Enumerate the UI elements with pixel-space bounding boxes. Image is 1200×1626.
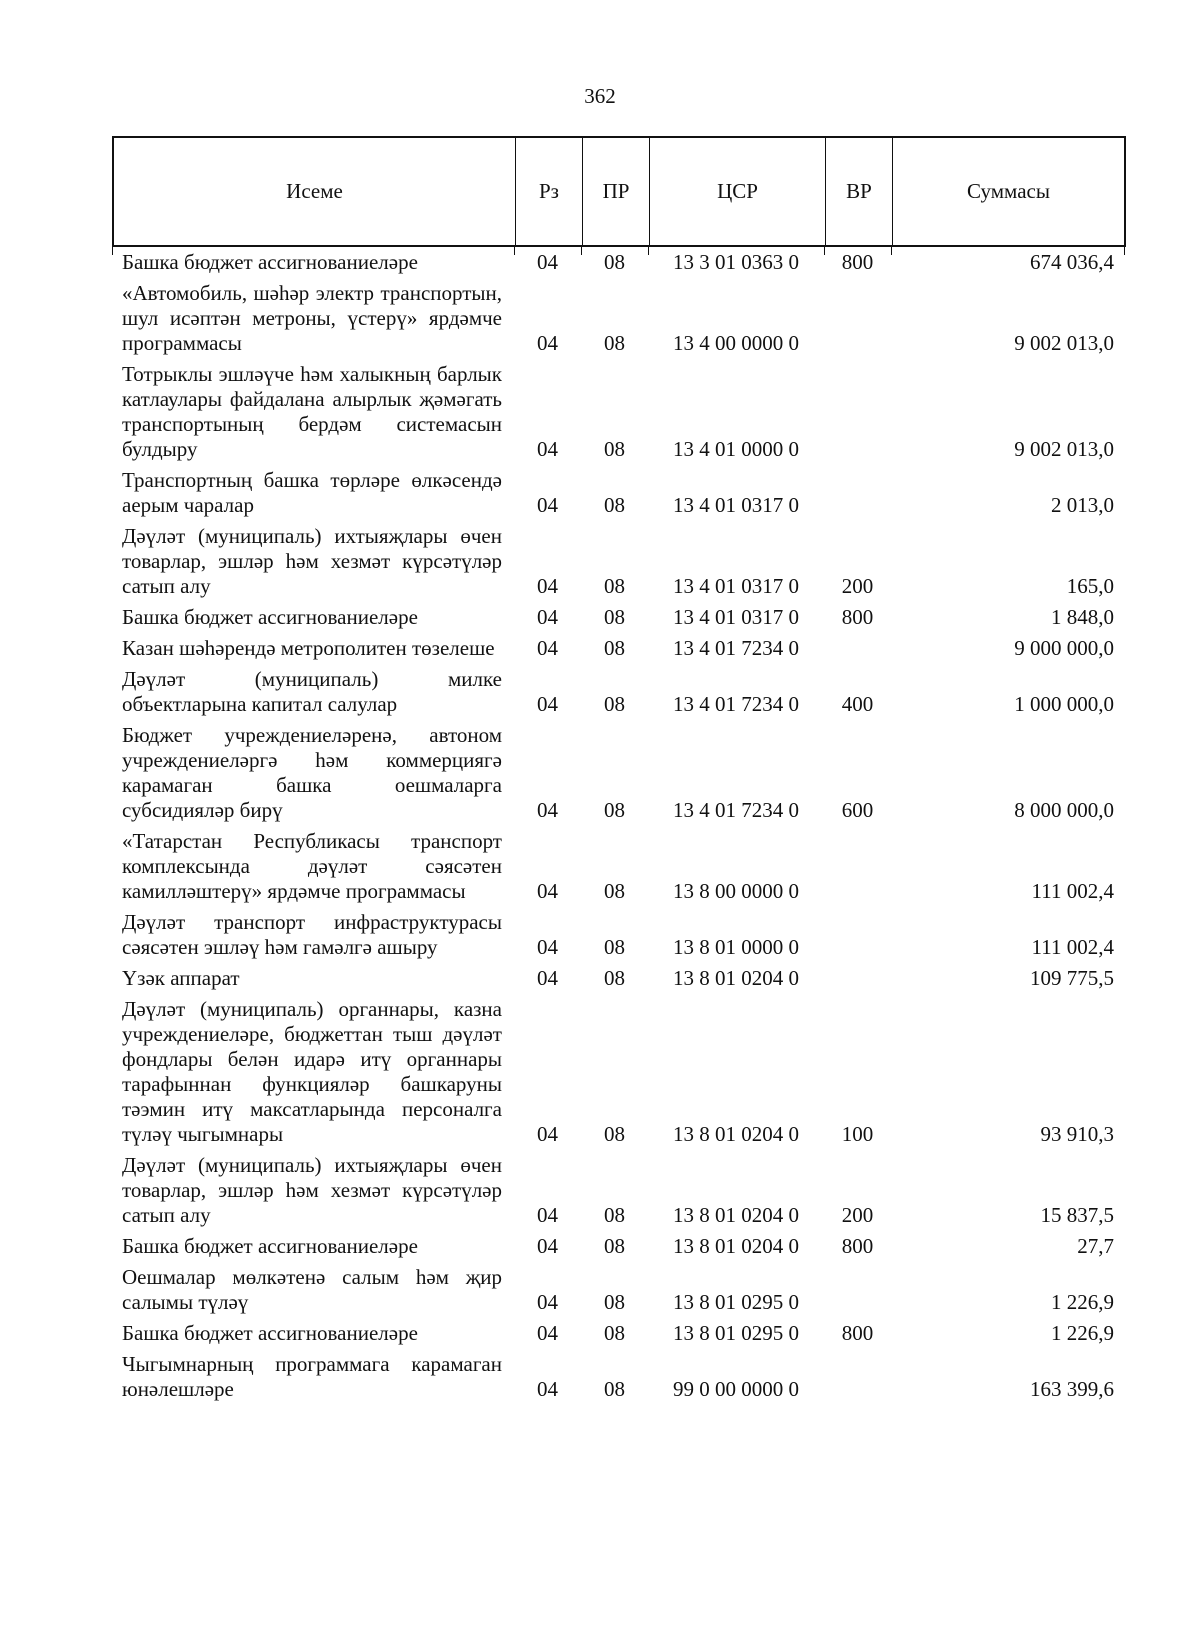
row-rz: 04 xyxy=(537,574,558,598)
row-sum: 1 848,0 xyxy=(1051,605,1114,629)
header-vr: ВР xyxy=(826,138,893,245)
row-pr: 08 xyxy=(604,1234,625,1258)
table-row xyxy=(112,723,1126,823)
row-pr: 08 xyxy=(604,879,625,903)
row-pr: 08 xyxy=(604,1203,625,1227)
row-pr: 08 xyxy=(604,250,625,274)
row-csr: 13 8 01 0295 0 xyxy=(673,1290,799,1314)
row-rz: 04 xyxy=(537,331,558,355)
row-sum: 111 002,4 xyxy=(1031,879,1114,903)
row-rz: 04 xyxy=(537,692,558,716)
row-sum: 163 399,6 xyxy=(1030,1377,1114,1401)
table-row xyxy=(112,281,1126,356)
row-vr: 400 xyxy=(841,692,874,716)
row-rz: 04 xyxy=(537,1377,558,1401)
row-name: Башка бюджет ассигнованиеләре xyxy=(122,605,418,629)
row-rz: 04 xyxy=(537,636,558,660)
row-sum: 93 910,3 xyxy=(1040,1122,1114,1146)
row-vr: 800 xyxy=(841,1321,874,1345)
row-sum: 9 002 013,0 xyxy=(1014,331,1114,355)
row-pr: 08 xyxy=(604,1377,625,1401)
row-csr: 13 4 00 0000 0 xyxy=(673,331,799,355)
page-number: 362 xyxy=(584,84,616,108)
table-row xyxy=(112,1265,1126,1315)
row-pr: 08 xyxy=(604,331,625,355)
row-csr: 13 4 01 0317 0 xyxy=(673,574,799,598)
row-name: Башка бюджет ассигнованиеләре xyxy=(122,250,418,274)
row-sum: 2 013,0 xyxy=(1051,493,1114,517)
table-row xyxy=(112,829,1126,904)
row-sum: 1 226,9 xyxy=(1051,1290,1114,1314)
row-sum: 8 000 000,0 xyxy=(1014,798,1114,822)
row-csr: 13 8 01 0204 0 xyxy=(673,966,799,990)
row-name: Дәүләт (муниципаль) ихтыяҗлары өчен товарлар, эшләр һәм хезмәт күрсәтүләр сатып алу xyxy=(122,524,502,598)
row-vr: 800 xyxy=(841,250,874,274)
table-row xyxy=(112,250,1126,275)
row-name: Башка бюджет ассигнованиеләре xyxy=(122,1234,418,1258)
row-vr: 600 xyxy=(841,798,874,822)
row-name: Башка бюджет ассигнованиеләре xyxy=(122,1321,418,1345)
row-pr: 08 xyxy=(604,605,625,629)
row-vr: 800 xyxy=(841,1234,874,1258)
row-name: Тотрыклы эшләүче һәм халыкның барлык катлаулары файдалана алырлык җәмәгать транспортының бердәм системасын булдыру xyxy=(122,362,502,461)
row-pr: 08 xyxy=(604,1122,625,1146)
row-pr: 08 xyxy=(604,798,625,822)
row-name: Үзәк аппарат xyxy=(122,966,240,990)
row-csr: 13 3 01 0363 0 xyxy=(673,250,799,274)
row-sum: 111 002,4 xyxy=(1031,935,1114,959)
table-row xyxy=(112,605,1126,630)
row-csr: 13 4 01 0000 0 xyxy=(673,437,799,461)
row-csr: 13 8 01 0204 0 xyxy=(673,1122,799,1146)
row-name: «Татарстан Республикасы транспорт комплексында дәүләт сәясәтен камилләштерү» ярдәмче программасы xyxy=(122,829,502,903)
row-rz: 04 xyxy=(537,966,558,990)
row-csr: 13 8 01 0295 0 xyxy=(673,1321,799,1345)
row-name: Дәүләт транспорт инфраструктурасы сәясәтен эшләү һәм гамәлгә ашыру xyxy=(122,910,502,959)
row-pr: 08 xyxy=(604,636,625,660)
row-pr: 08 xyxy=(604,1290,625,1314)
row-sum: 9 000 000,0 xyxy=(1014,636,1114,660)
row-csr: 13 4 01 7234 0 xyxy=(673,798,799,822)
row-name: Казан шәһәрендә метрополитен төзелеше xyxy=(122,636,495,660)
row-rz: 04 xyxy=(537,879,558,903)
row-rz: 04 xyxy=(537,1122,558,1146)
table-row xyxy=(112,1321,1126,1346)
row-name: Дәүләт (муниципаль) органнары, казна учреждениеләре, бюджеттан тыш дәүләт фондлары белән идарә итү органнары тарафыннан функцияләр башкаруны тәэмин итү максатларында персоналга түләү чыгымнары xyxy=(122,997,502,1146)
row-sum: 165,0 xyxy=(1066,574,1114,598)
row-csr: 99 0 00 0000 0 xyxy=(673,1377,799,1401)
row-pr: 08 xyxy=(604,935,625,959)
row-vr: 800 xyxy=(841,605,874,629)
row-csr: 13 8 00 0000 0 xyxy=(673,879,799,903)
row-rz: 04 xyxy=(537,798,558,822)
header-rz: Рз xyxy=(516,138,583,245)
table-row xyxy=(112,636,1126,661)
row-pr: 08 xyxy=(604,966,625,990)
table-row xyxy=(112,966,1126,991)
row-csr: 13 4 01 0317 0 xyxy=(673,493,799,517)
row-name: Оешмалар мөлкәтенә салым һәм җир салымы түләү xyxy=(122,1265,502,1314)
row-vr: 200 xyxy=(841,574,874,598)
row-csr: 13 4 01 0317 0 xyxy=(673,605,799,629)
table-header xyxy=(112,136,1126,247)
row-sum: 9 002 013,0 xyxy=(1014,437,1114,461)
table-row xyxy=(112,468,1126,518)
table-body xyxy=(112,250,1126,1408)
table-row xyxy=(112,362,1126,462)
row-vr: 200 xyxy=(841,1203,874,1227)
table-row xyxy=(112,1234,1126,1259)
row-sum: 109 775,5 xyxy=(1030,966,1114,990)
row-name: Чыгымнарның программага карамаган юнәлешләре xyxy=(122,1352,502,1401)
table-row xyxy=(112,910,1126,960)
row-csr: 13 8 01 0204 0 xyxy=(673,1203,799,1227)
row-name: Дәүләт (муниципаль) ихтыяҗлары өчен товарлар, эшләр һәм хезмәт күрсәтүләр сатып алу xyxy=(122,1153,502,1227)
table-row xyxy=(112,1352,1126,1402)
row-name: Бюджет учреждениеләренә, автоном учреждениеләргә һәм коммерциягә карамаган башка оешмаларга субсидияләр бирү xyxy=(122,723,502,822)
row-rz: 04 xyxy=(537,1234,558,1258)
row-csr: 13 4 01 7234 0 xyxy=(673,692,799,716)
row-vr: 100 xyxy=(841,1122,874,1146)
table-row xyxy=(112,667,1126,717)
row-rz: 04 xyxy=(537,1321,558,1345)
row-name: Дәүләт (муниципаль) милке объектларына капитал салулар xyxy=(122,667,502,716)
row-rz: 04 xyxy=(537,605,558,629)
table-row xyxy=(112,1153,1126,1228)
row-pr: 08 xyxy=(604,493,625,517)
row-pr: 08 xyxy=(604,1321,625,1345)
row-pr: 08 xyxy=(604,574,625,598)
row-sum: 674 036,4 xyxy=(1030,250,1114,274)
row-rz: 04 xyxy=(537,250,558,274)
row-rz: 04 xyxy=(537,1203,558,1227)
row-csr: 13 8 01 0000 0 xyxy=(673,935,799,959)
row-name: «Автомобиль, шәһәр электр транспортын, шул исәптән метроны, үстерү» ярдәмче программасы xyxy=(122,281,502,355)
row-rz: 04 xyxy=(537,935,558,959)
header-csr: ЦСР xyxy=(650,138,826,245)
row-csr: 13 8 01 0204 0 xyxy=(673,1234,799,1258)
header-sum: Суммасы xyxy=(967,179,1050,203)
header-pr: ПР xyxy=(583,138,650,245)
row-rz: 04 xyxy=(537,1290,558,1314)
row-rz: 04 xyxy=(537,437,558,461)
row-sum: 15 837,5 xyxy=(1040,1203,1114,1227)
row-sum: 1 000 000,0 xyxy=(1014,692,1114,716)
row-rz: 04 xyxy=(537,493,558,517)
row-name: Транспортның башка төрләре өлкәсендә аерым чаралар xyxy=(122,468,502,517)
table-row xyxy=(112,524,1126,599)
row-pr: 08 xyxy=(604,692,625,716)
row-sum: 1 226,9 xyxy=(1051,1321,1114,1345)
table-row xyxy=(112,997,1126,1147)
header-name: Исеме xyxy=(114,138,516,245)
row-sum: 27,7 xyxy=(1077,1234,1114,1258)
row-csr: 13 4 01 7234 0 xyxy=(673,636,799,660)
row-pr: 08 xyxy=(604,437,625,461)
